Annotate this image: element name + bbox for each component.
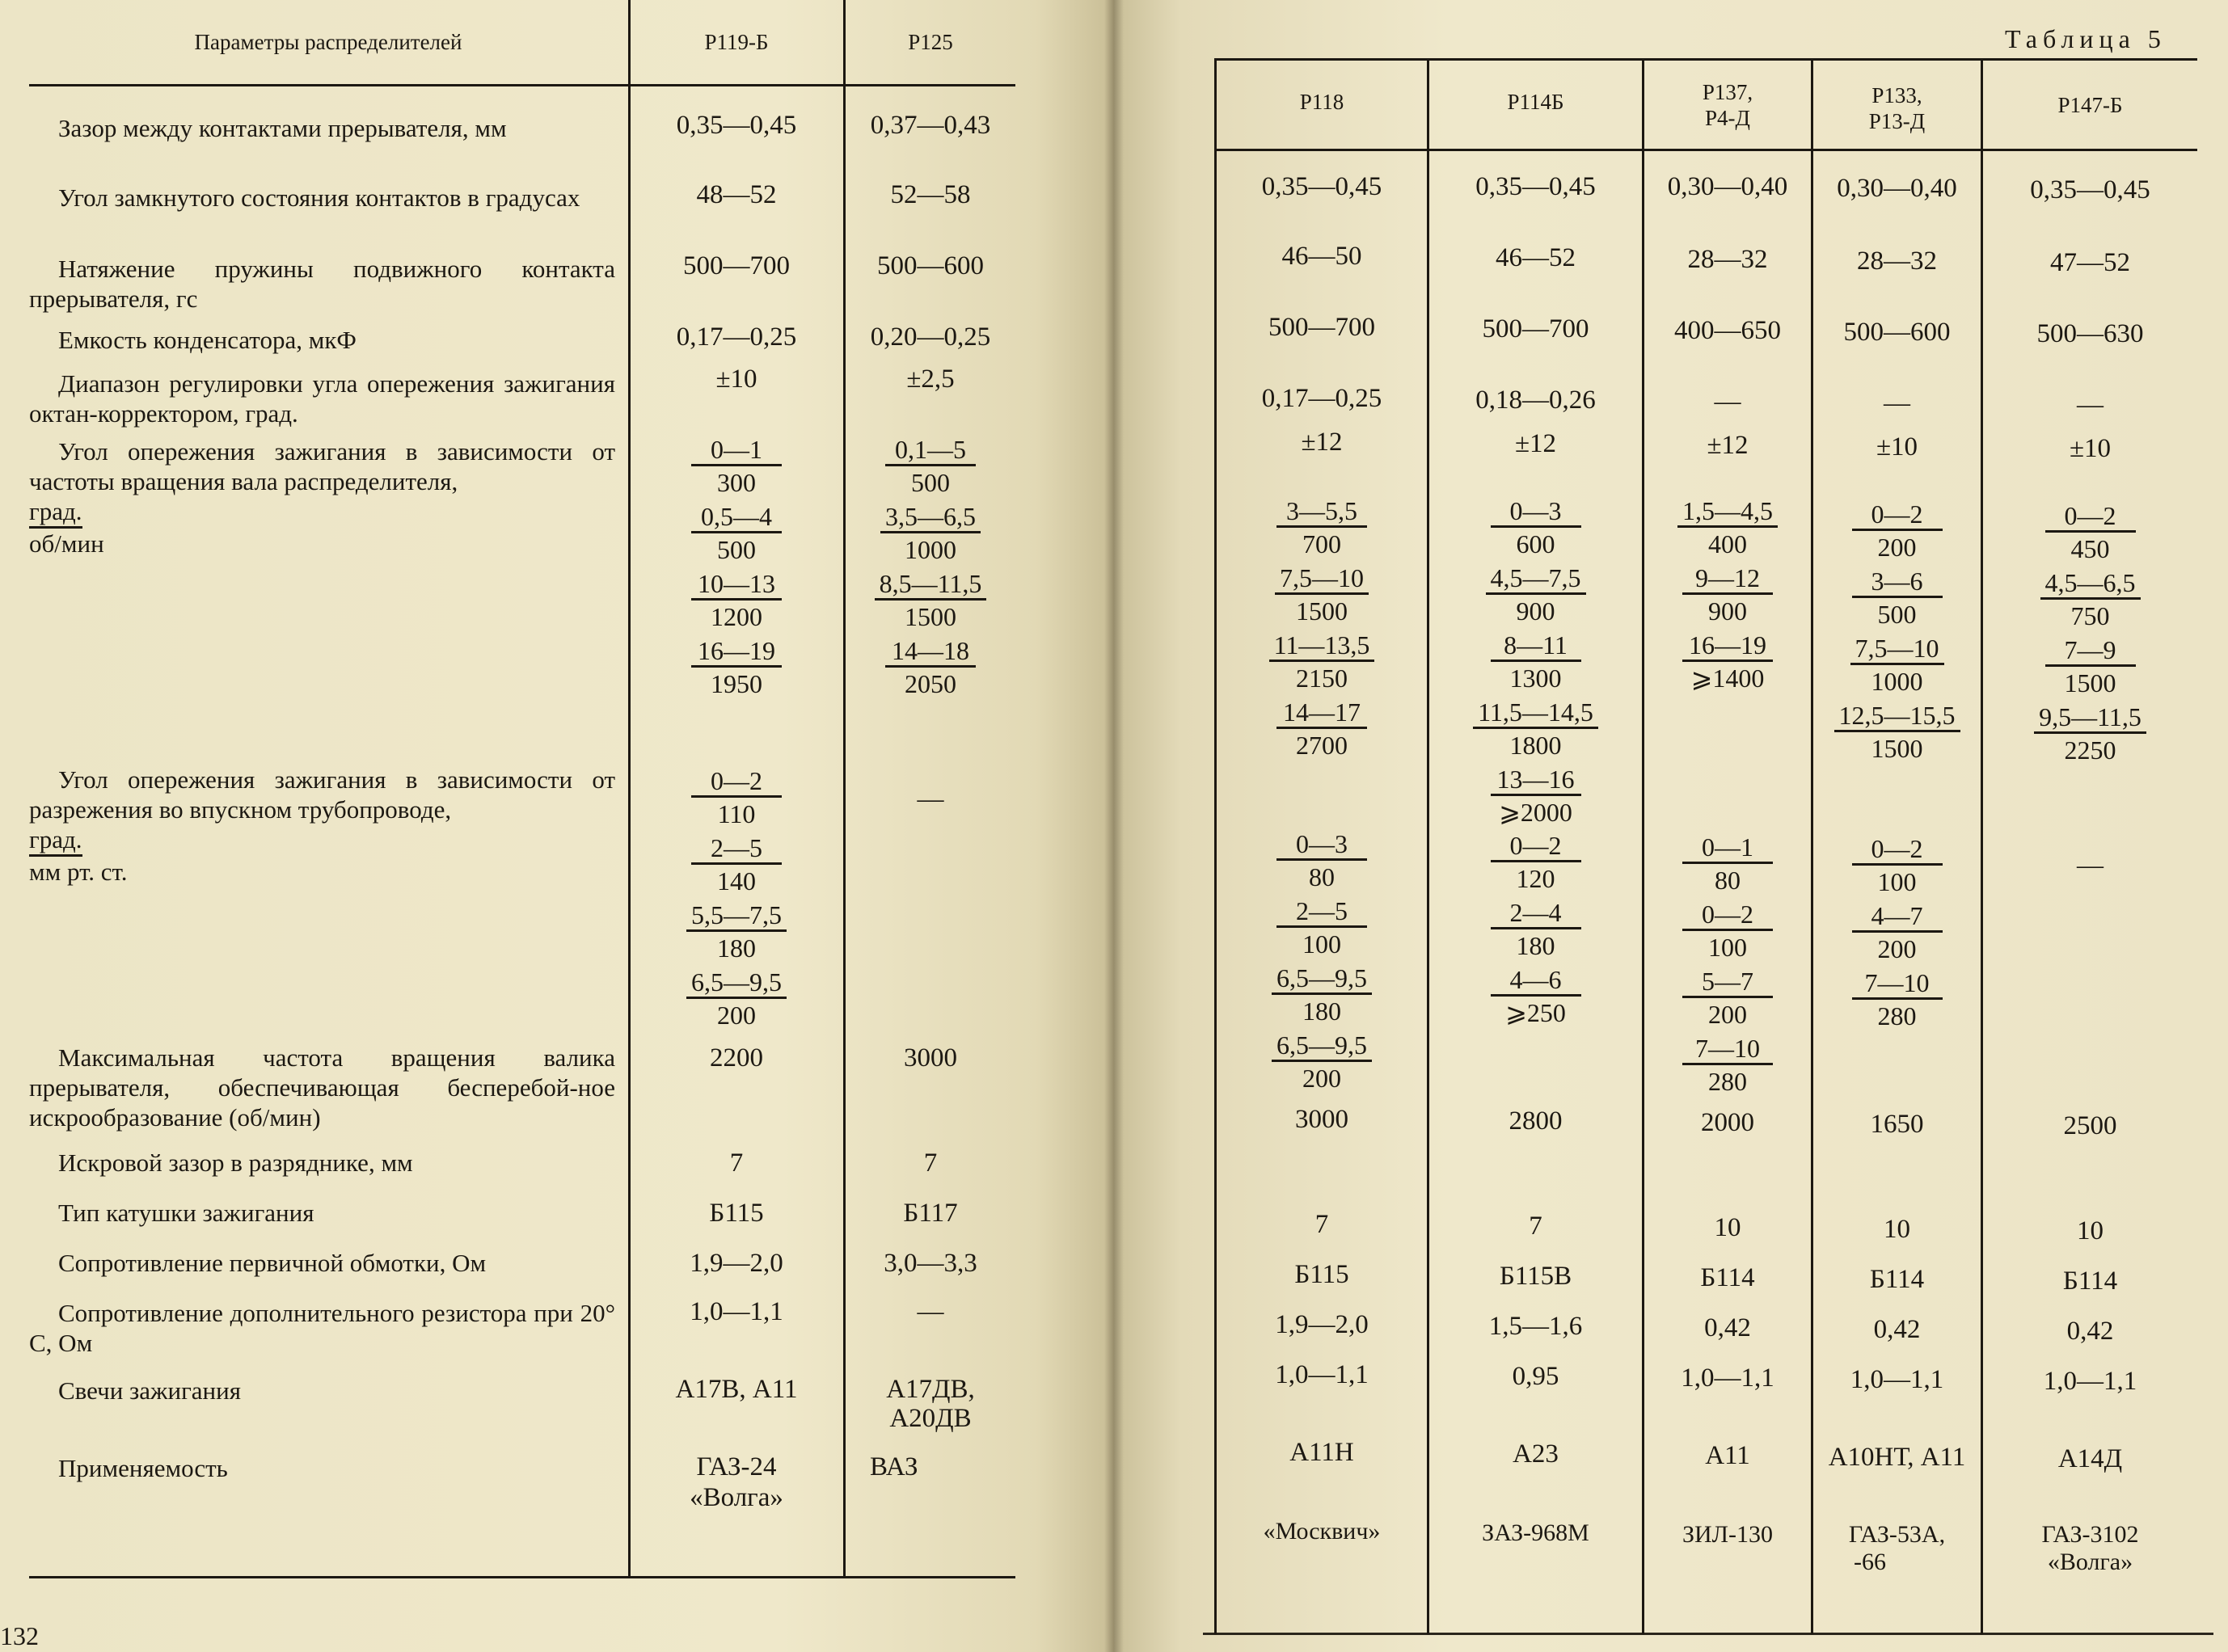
fraction-denominator: 1500 <box>1871 734 1923 763</box>
fraction <box>631 833 842 897</box>
fraction-numerator: 7,5—10 <box>1850 634 1944 665</box>
label-fraction-numerator: град. <box>29 496 82 529</box>
fraction <box>1983 568 2197 632</box>
cell-value: ГАЗ-24 <box>696 1452 777 1481</box>
fraction-denominator: 1800 <box>1509 731 1562 760</box>
header-rule <box>1214 149 2197 151</box>
bottom-rule <box>29 1576 1015 1578</box>
cell-value: «Волга» <box>690 1483 783 1512</box>
fraction-denominator: 1000 <box>905 535 956 564</box>
fraction-denominator: 700 <box>1302 529 1341 558</box>
fraction <box>1429 496 1642 560</box>
fraction-denominator: 500 <box>717 535 756 564</box>
cell-value: 1,5—1,6 <box>1488 1312 1583 1341</box>
fraction <box>1429 697 1642 761</box>
header-p119b: Р119-Б <box>704 30 769 54</box>
fraction-stack <box>1813 499 1981 768</box>
fraction-denominator: 200 <box>1302 1064 1341 1093</box>
fraction <box>1217 630 1427 694</box>
cell-value: А10НТ, А11 <box>1828 1443 1966 1472</box>
cell-value: Б114 <box>1869 1265 1925 1294</box>
fraction-numerator: 7—10 <box>1682 1034 1773 1065</box>
cell-value: А17ДВ, <box>886 1375 975 1404</box>
fraction-numerator: 5—7 <box>1682 967 1773 998</box>
fraction-numerator: 10—13 <box>691 569 782 601</box>
header-p133: Р133, <box>1871 83 1922 107</box>
cell-value: 7 <box>1314 1210 1329 1239</box>
fraction-denominator: 450 <box>2070 534 2110 563</box>
cell-value: 1,0—1,1 <box>1681 1363 1774 1393</box>
fraction-stack <box>1429 496 1642 832</box>
fraction-numerator: 8—11 <box>1491 630 1581 662</box>
fraction <box>1813 567 1981 630</box>
table-title: Таблица 5 <box>2005 24 2167 53</box>
cell-value: 0,42 <box>1873 1315 1921 1344</box>
cell-value: ±12 <box>1707 431 1749 460</box>
cell-value: 48—52 <box>696 180 777 209</box>
cell-value: А14Д <box>2057 1444 2123 1473</box>
fraction-denominator: 200 <box>1877 934 1917 963</box>
fraction-stack <box>631 435 842 703</box>
fraction-stack <box>1644 832 1811 1101</box>
fraction-denominator: 100 <box>1302 929 1341 959</box>
header-p13d: Р13-Д <box>1868 109 1926 133</box>
fraction-denominator: 80 <box>1309 862 1335 891</box>
fraction <box>1644 832 1811 896</box>
fraction-denominator: 300 <box>717 468 756 497</box>
fraction-stack <box>846 435 1015 703</box>
fraction-denominator: 750 <box>2070 601 2110 630</box>
fraction <box>1429 563 1642 627</box>
fraction-stack <box>1813 834 1981 1035</box>
header-p147b: Р147-Б <box>2057 93 2123 117</box>
fraction <box>1813 834 1981 898</box>
header-p114b: Р114Б <box>1507 90 1564 114</box>
fraction-denominator: 1950 <box>711 669 762 698</box>
fraction-numerator: 7—10 <box>1852 968 1943 1000</box>
fraction-numerator: 0—2 <box>2045 501 2136 533</box>
fraction <box>1217 1030 1427 1094</box>
fraction-numerator: 11—13,5 <box>1269 630 1375 662</box>
cell-value: ВАЗ <box>870 1452 918 1481</box>
cell-value: — <box>1884 389 1910 418</box>
cell-value: 3000 <box>1295 1105 1348 1134</box>
fraction <box>846 636 1015 700</box>
fraction-numerator: 6,5—9,5 <box>1272 963 1372 995</box>
row-label: Сопротивление первичной обмотки, Ом <box>58 1249 487 1277</box>
cell-value: 10 <box>1884 1215 1910 1244</box>
fraction-numerator: 0—2 <box>1682 900 1773 931</box>
fraction-denominator: ⩾1400 <box>1690 664 1765 693</box>
fraction-denominator: 100 <box>1708 933 1747 962</box>
cell-value: 3000 <box>904 1043 957 1073</box>
row-label: Натяжение пружины подвижного контакта прерывателя, гс <box>29 255 615 313</box>
cell-value: А20ДВ <box>889 1404 972 1433</box>
fraction-numerator: 3—6 <box>1852 567 1943 598</box>
cell-value: 7 <box>1529 1212 1542 1241</box>
cell-value: 0,42 <box>1704 1313 1751 1342</box>
fraction <box>1429 765 1642 828</box>
fraction <box>1644 900 1811 963</box>
fraction-numerator: 2—5 <box>691 833 782 865</box>
cell-value: А11 <box>1705 1441 1750 1470</box>
fraction-denominator: 600 <box>1516 529 1555 558</box>
cell-value: 1650 <box>1870 1110 1924 1139</box>
cell-value: ±10 <box>1876 432 1918 461</box>
cell-value: 0,35—0,45 <box>676 111 797 140</box>
cell-value: 2200 <box>710 1043 763 1073</box>
page-number: 132 <box>0 1621 39 1650</box>
cell-value: 0,35—0,45 <box>1261 172 1382 201</box>
book-spine-shadow <box>1104 0 1124 1652</box>
fraction <box>1217 697 1427 761</box>
fraction-denominator: 80 <box>1715 866 1741 895</box>
fraction-denominator: 2150 <box>1296 664 1348 693</box>
fraction-denominator: 180 <box>1516 931 1555 960</box>
row-label: Диапазон регулировки угла опережения зажигания октан-корректором, град. <box>29 369 615 428</box>
fraction-denominator: 1500 <box>2064 668 2116 697</box>
cell-value: 1,9—2,0 <box>690 1249 783 1278</box>
fraction-denominator: 500 <box>1877 600 1917 629</box>
fraction <box>1644 1034 1811 1098</box>
fraction <box>631 967 842 1031</box>
fraction <box>1644 630 1811 694</box>
fraction-denominator: 2250 <box>2064 735 2116 765</box>
fraction <box>846 502 1015 566</box>
row-label: Зазор между контактами прерывателя, мм <box>58 114 507 142</box>
cell-value: 0,35—0,45 <box>2030 175 2150 204</box>
fraction-stack <box>1217 496 1427 765</box>
cell-value: ГАЗ-53А, <box>1848 1521 1946 1548</box>
cell-value: ±12 <box>1514 429 1557 458</box>
right-page <box>1114 0 2228 1652</box>
cell-value: 1,9—2,0 <box>1275 1310 1369 1339</box>
fraction-stack <box>1429 831 1642 1032</box>
cell-value: 0,18—0,26 <box>1475 386 1596 415</box>
fraction-numerator: 9,5—11,5 <box>2034 702 2146 734</box>
fraction-numerator: 6,5—9,5 <box>1272 1030 1372 1062</box>
fraction-stack <box>1644 496 1811 697</box>
fraction-numerator: 4—6 <box>1491 965 1581 997</box>
fraction-numerator: 1,5—4,5 <box>1677 496 1778 528</box>
cell-value: 52—58 <box>890 180 971 209</box>
cell-value: 3,0—3,3 <box>884 1249 977 1278</box>
fraction-denominator: 400 <box>1708 529 1747 558</box>
fraction-numerator: 16—19 <box>1682 630 1773 662</box>
fraction-denominator: 1300 <box>1509 664 1562 693</box>
fraction-numerator: 13—16 <box>1491 765 1581 796</box>
fraction <box>1217 896 1427 960</box>
fraction-numerator: 3—5,5 <box>1276 496 1367 528</box>
cell-value: 0,17—0,25 <box>676 322 797 352</box>
fraction-denominator: 280 <box>1877 1001 1917 1030</box>
row-label-vacuum-advance <box>29 765 615 887</box>
cell-value: 0,30—0,40 <box>1667 172 1788 201</box>
cell-value: 0,35—0,45 <box>1475 172 1596 201</box>
fraction <box>1983 635 2197 699</box>
cell-value: Б115 <box>709 1199 764 1228</box>
cell-value: А11Н <box>1289 1438 1354 1467</box>
label-fraction-denominator: мм рт. ст. <box>29 858 128 886</box>
fraction-numerator: 12,5—15,5 <box>1834 701 1960 732</box>
cell-value: 7 <box>923 1148 938 1178</box>
fraction-denominator: 180 <box>1302 997 1341 1026</box>
fraction-denominator: 200 <box>1708 1000 1747 1029</box>
cell-value: «Москвич» <box>1263 1518 1381 1545</box>
row-label: Угол замкнутого состояния контактов в градусах <box>58 183 580 212</box>
cell-value: — <box>917 1297 944 1326</box>
fraction-numerator: 5,5—7,5 <box>686 900 787 932</box>
cell-value: 400—650 <box>1674 316 1781 345</box>
cell-value: 500—700 <box>683 251 790 280</box>
cell-value: 2000 <box>1701 1108 1754 1137</box>
fraction-numerator: 7—9 <box>2045 635 2136 667</box>
fraction <box>1429 965 1642 1029</box>
fraction <box>631 569 842 633</box>
fraction-denominator: 1500 <box>905 602 956 631</box>
fraction-denominator: ⩾2000 <box>1499 798 1572 827</box>
fraction-denominator: 900 <box>1516 596 1555 626</box>
cell-value: 500—700 <box>1482 314 1589 343</box>
cell-value: — <box>2077 390 2104 419</box>
fraction-denominator: 280 <box>1708 1067 1747 1096</box>
cell-value: 500—600 <box>877 251 984 280</box>
fraction-numerator: 7,5—10 <box>1275 563 1369 595</box>
row-label: Тип катушки зажигания <box>58 1199 314 1227</box>
cell-value: 28—32 <box>1857 247 1937 276</box>
cell-value: 28—32 <box>1687 245 1768 274</box>
fraction-stack <box>1983 501 2197 769</box>
top-rule <box>1214 58 2197 61</box>
row-label: Свечи зажигания <box>58 1376 241 1405</box>
fraction-denominator: ⩾250 <box>1505 998 1566 1027</box>
row-label: Применяемость <box>58 1454 228 1482</box>
label-fraction-denominator: об/мин <box>29 529 104 558</box>
fraction <box>1217 496 1427 560</box>
fraction-numerator: 3,5—6,5 <box>880 502 981 533</box>
fraction-numerator: 0—1 <box>691 435 782 466</box>
fraction <box>1983 702 2197 766</box>
fraction-denominator: 120 <box>1516 864 1555 893</box>
fraction-numerator: 0,5—4 <box>691 502 782 533</box>
row-label: Сопротивление дополнительного резистора при 20° С, Ом <box>29 1299 615 1357</box>
label-fraction-numerator: град. <box>29 824 82 857</box>
cell-value: 10 <box>1714 1213 1741 1242</box>
fraction-numerator: 0—2 <box>1852 499 1943 531</box>
cell-value: 10 <box>2077 1216 2104 1245</box>
fraction-denominator: 100 <box>1877 867 1917 896</box>
fraction-numerator: 0—3 <box>1276 829 1367 861</box>
fraction <box>631 435 842 499</box>
cell-value: 46—52 <box>1496 243 1576 272</box>
fraction <box>631 636 842 700</box>
fraction <box>1429 898 1642 962</box>
fraction-denominator: 900 <box>1708 596 1747 626</box>
cell-value: ЗИЛ-130 <box>1682 1521 1774 1548</box>
cell-value: 1,0—1,1 <box>1275 1360 1369 1389</box>
fraction-numerator: 0,1—5 <box>885 435 976 466</box>
cell-value: Б115В <box>1499 1262 1572 1291</box>
fraction <box>1217 963 1427 1027</box>
cell-value: Б117 <box>903 1199 958 1228</box>
cell-value: -66 <box>1854 1549 1886 1575</box>
fraction-numerator: 8,5—11,5 <box>875 569 987 601</box>
cell-value: 500—700 <box>1268 313 1375 342</box>
column-divider <box>1981 58 1983 1634</box>
fraction-denominator: 1000 <box>1871 667 1923 696</box>
fraction-numerator: 11,5—14,5 <box>1473 697 1598 729</box>
fraction-denominator: 2700 <box>1296 731 1348 760</box>
fraction <box>1983 501 2197 565</box>
row-label-speed-advance <box>29 436 615 558</box>
fraction <box>846 569 1015 633</box>
row-label: Максимальная частота вращения валика прерывателя, обеспечивающая бесперебой-ное искрообразование (об/мин) <box>29 1043 615 1132</box>
cell-value: 0,95 <box>1512 1362 1559 1391</box>
fraction-denominator: 110 <box>717 799 756 828</box>
fraction-denominator: 140 <box>717 866 756 896</box>
fraction-numerator: 4,5—7,5 <box>1486 563 1586 595</box>
fraction <box>631 766 842 830</box>
fraction-denominator: 1500 <box>1296 596 1348 626</box>
fraction-stack <box>631 766 842 1035</box>
cell-value: 500—630 <box>2036 319 2144 348</box>
label-text: Угол опережения зажигания в зависимости от разрежения во впускном трубопроводе, <box>29 765 615 824</box>
header-rule <box>29 84 1015 86</box>
cell-value: 1,0—1,1 <box>690 1297 783 1326</box>
cell-value: «Волга» <box>2047 1549 2133 1575</box>
cell-value: Б115 <box>1294 1260 1349 1289</box>
bottom-rule <box>1203 1633 2213 1635</box>
fraction-numerator: 2—4 <box>1491 898 1581 929</box>
fraction <box>1644 496 1811 560</box>
cell-value: 1,0—1,1 <box>1850 1365 1944 1394</box>
cell-value: ±10 <box>715 365 757 394</box>
fraction-numerator: 2—5 <box>1276 896 1367 928</box>
fraction-numerator: 4—7 <box>1852 901 1943 933</box>
header-p137: Р137, <box>1702 80 1753 104</box>
cell-value: Б114 <box>2062 1266 2118 1296</box>
cell-value: 0,42 <box>2066 1317 2114 1346</box>
cell-value: 47—52 <box>2050 248 2130 277</box>
cell-value: — <box>1714 387 1741 416</box>
cell-value: — <box>2077 851 2104 880</box>
fraction-numerator: 0—3 <box>1491 496 1581 528</box>
row-label: Емкость конденсатора, мкФ <box>58 326 357 354</box>
fraction <box>1813 701 1981 765</box>
fraction-numerator: 14—17 <box>1276 697 1367 729</box>
fraction-denominator: 2050 <box>905 669 956 698</box>
fraction <box>1429 630 1642 694</box>
fraction <box>1813 968 1981 1032</box>
cell-value: ЗАЗ-968М <box>1482 1519 1589 1546</box>
cell-value: 500—600 <box>1843 318 1951 347</box>
cell-value: 2500 <box>2063 1111 2117 1140</box>
fraction <box>1813 499 1981 563</box>
fraction <box>1813 901 1981 965</box>
cell-value: 0,30—0,40 <box>1837 174 1957 203</box>
cell-value: 1,0—1,1 <box>2043 1367 2137 1396</box>
fraction-stack <box>1217 829 1427 1098</box>
cell-value: 0,17—0,25 <box>1261 384 1382 413</box>
fraction <box>846 435 1015 499</box>
cell-value: 2800 <box>1509 1106 1563 1136</box>
fraction-numerator: 9—12 <box>1682 563 1773 595</box>
fraction <box>631 502 842 566</box>
cell-value: 7 <box>729 1148 744 1178</box>
cell-value: А23 <box>1513 1439 1559 1469</box>
cell-value: ±10 <box>2069 434 2112 463</box>
fraction <box>1644 967 1811 1030</box>
cell-value: ГАЗ-3102 <box>2041 1521 2139 1548</box>
cell-value: — <box>917 785 944 814</box>
fraction-numerator: 0—2 <box>691 766 782 798</box>
fraction <box>1813 634 1981 697</box>
cell-value: 0,37—0,43 <box>870 111 991 140</box>
label-text: Угол опережения зажигания в зависимости от частоты вращения вала распределителя, <box>29 437 615 495</box>
fraction-denominator: 500 <box>911 468 950 497</box>
cell-value: 46—50 <box>1281 242 1362 271</box>
fraction-numerator: 4,5—6,5 <box>2040 568 2141 600</box>
cell-value: 0,20—0,25 <box>870 322 991 352</box>
fraction <box>1429 831 1642 895</box>
cell-value: А17В, А11 <box>675 1375 798 1404</box>
header-p125: Р125 <box>908 30 953 54</box>
cell-value: ±12 <box>1301 428 1343 457</box>
fraction-denominator: 200 <box>1877 533 1917 562</box>
fraction-numerator: 0—1 <box>1682 832 1773 864</box>
fraction <box>1217 829 1427 893</box>
fraction-numerator: 0—2 <box>1491 831 1581 862</box>
header-p4d: Р4-Д <box>1705 106 1750 130</box>
fraction-numerator: 16—19 <box>691 636 782 668</box>
cell-value: ±2,5 <box>906 365 955 394</box>
fraction-numerator: 0—2 <box>1852 834 1943 866</box>
cell-value: Б114 <box>1700 1263 1755 1292</box>
fraction-denominator: 200 <box>717 1001 756 1030</box>
fraction-numerator: 14—18 <box>885 636 976 668</box>
fraction-denominator: 1200 <box>711 602 762 631</box>
fraction-numerator: 6,5—9,5 <box>686 967 787 999</box>
fraction <box>1644 563 1811 627</box>
header-params: Параметры распределителей <box>194 30 462 54</box>
fraction <box>1217 563 1427 627</box>
header-p118: Р118 <box>1299 90 1344 114</box>
fraction-denominator: 180 <box>717 933 756 963</box>
row-label: Искровой зазор в разряднике, мм <box>58 1148 413 1177</box>
fraction <box>631 900 842 964</box>
